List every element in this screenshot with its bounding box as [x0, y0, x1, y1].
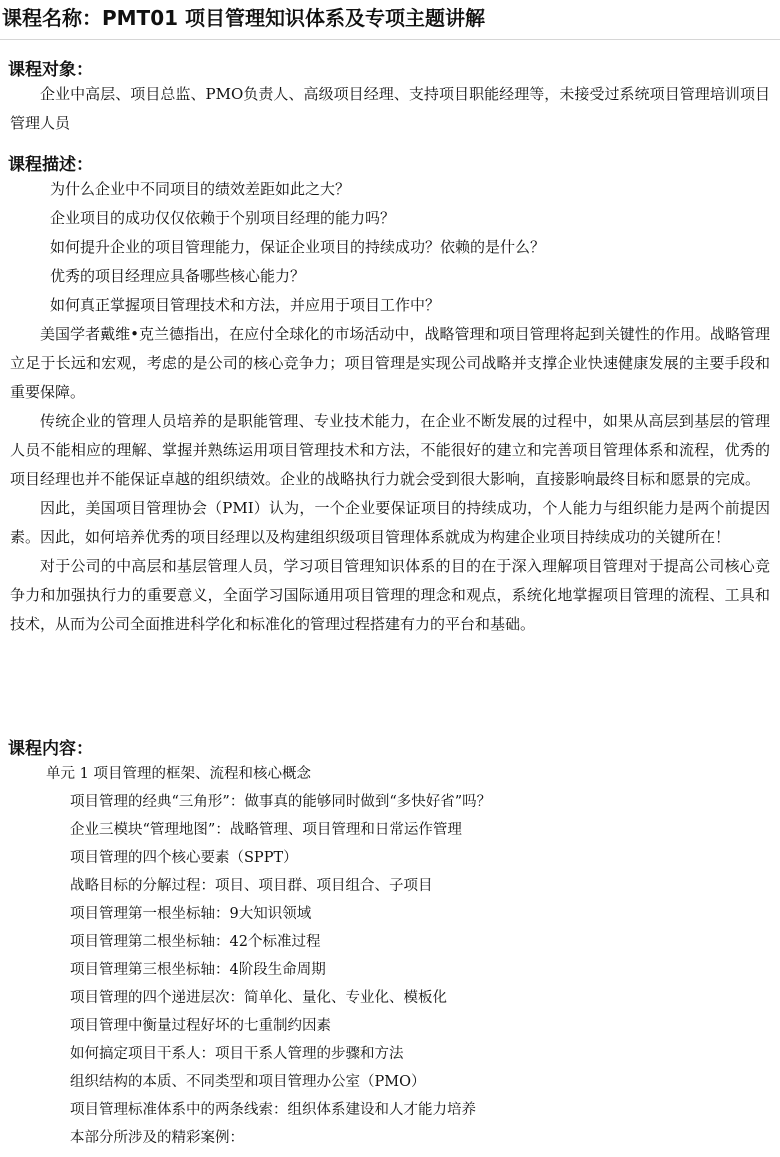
content-item: 项目管理第一根坐标轴：9大知识领域	[70, 906, 312, 922]
question-item: 优秀的项目经理应具备哪些核心能力？	[50, 267, 306, 285]
description-paragraph: 因此，美国项目管理协会（PMI）认为，一个企业要保证项目的持续成功，个人能力与组织能力是两个前提因素。因此，如何培养优秀的项目经理以及构建组织级项目管理体系就成为构建企业项目持续成功的关键所在！	[10, 499, 770, 546]
audience-heading: 课程对象：	[8, 60, 93, 80]
content-item: 如何搞定项目干系人：项目干系人管理的步骤和方法	[70, 1046, 404, 1062]
question-item: 如何真正掌握项目管理技术和方法，并应用于项目工作中？	[50, 296, 441, 314]
content-heading: 课程内容：	[8, 739, 93, 759]
content-list	[0, 760, 760, 1152]
course-title: 课程名称：PMT01 项目管理知识体系及专项主题讲解	[2, 6, 485, 30]
content-item: 项目管理第二根坐标轴：42个标准过程	[70, 934, 321, 950]
content-item: 本部分所涉及的精彩案例：	[70, 1130, 244, 1146]
content-item: 项目管理中衡量过程好坏的七重制约因素	[70, 1018, 331, 1034]
unit-title: 单元 1 项目管理的框架、流程和核心概念	[46, 766, 311, 782]
content-item: 战略目标的分解过程：项目、项目群、项目组合、子项目	[70, 878, 433, 894]
audience-section	[10, 80, 770, 138]
description-section	[10, 175, 770, 639]
question-item: 为什么企业中不同项目的绩效差距如此之大？	[50, 180, 351, 198]
content-item: 项目管理的四个核心要素（SPPT）	[70, 850, 298, 866]
content-item: 企业三模块“管理地图”：战略管理、项目管理和日常运作管理	[70, 822, 462, 838]
content-item: 项目管理标准体系中的两条线索：组织体系建设和人才能力培养	[70, 1102, 476, 1118]
content-item: 项目管理的经典“三角形”：做事真的能够同时做到“多快好省”吗？	[70, 794, 492, 810]
description-paragraph: 对于公司的中高层和基层管理人员，学习项目管理知识体系的目的在于深入理解项目管理对于提高公司核心竞争力和加强执行力的重要意义，全面学习国际通用项目管理的理念和观点，系统化地掌握项目管理的流程、工具和技术，从而为公司全面推进科学化和标准化的管理过程搭建有力的平台和基础。	[10, 557, 770, 633]
question-item: 如何提升企业的项目管理能力，保证企业项目的持续成功？依赖的是什么？	[50, 238, 546, 256]
audience-text: 企业中高层、项目总监、PMO负责人、高级项目经理、支持项目职能经理等，未接受过系统项目管理培训项目管理人员	[10, 85, 770, 132]
content-item: 项目管理的四个递进层次：简单化、量化、专业化、模板化	[70, 990, 447, 1006]
content-item: 组织结构的本质、不同类型和项目管理办公室（PMO）	[70, 1074, 426, 1090]
description-paragraph: 美国学者戴维•克兰德指出，在应付全球化的市场活动中，战略管理和项目管理将起到关键性的作用。战略管理立足于长远和宏观，考虑的是公司的核心竞争力；项目管理是实现公司战略并支撑企业快速健康发展的主要手段和重要保障。	[10, 325, 770, 401]
question-item: 企业项目的成功仅仅依赖于个别项目经理的能力吗？	[50, 209, 396, 227]
title-divider	[0, 39, 780, 40]
content-item: 项目管理第三根坐标轴：4阶段生命周期	[70, 962, 326, 978]
description-paragraph: 传统企业的管理人员培养的是职能管理、专业技术能力，在企业不断发展的过程中，如果从高层到基层的管理人员不能相应的理解、掌握并熟练运用项目管理技术和方法，不能很好的建立和完善项目管理体系和流程，优秀的项目经理也并不能保证卓越的组织绩效。企业的战略执行力就会受到很大影响，直接影响最终目标和愿景的完成。	[10, 412, 770, 488]
description-heading: 课程描述：	[8, 155, 93, 175]
